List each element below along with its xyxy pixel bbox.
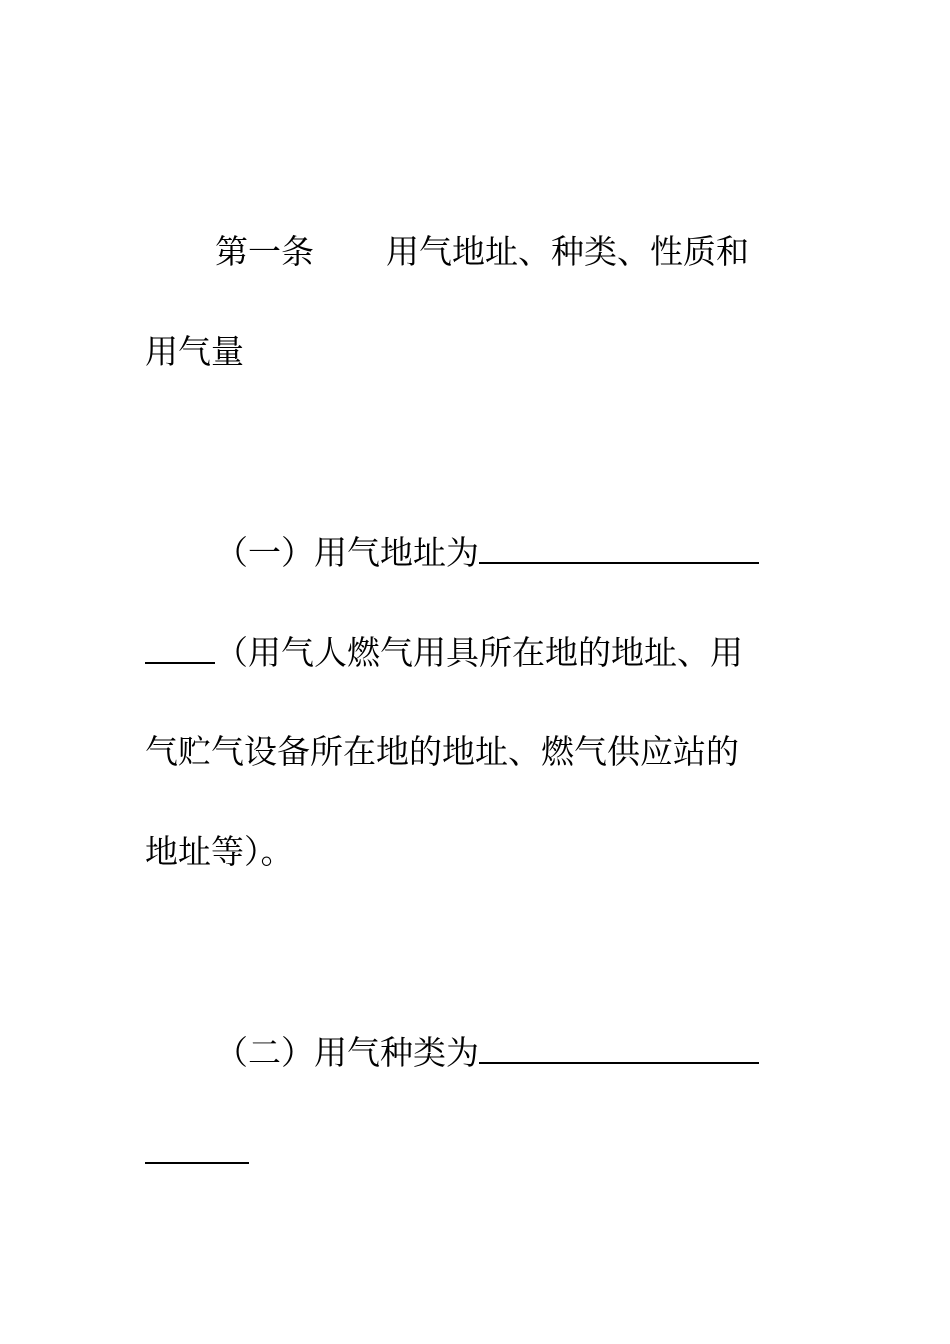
article-title-line2: 用气量: [145, 332, 244, 371]
gas-type-blank-field[interactable]: [479, 1032, 759, 1064]
item1-label: （一）用气地址为: [215, 533, 479, 572]
gas-type-blank-field-continuation[interactable]: [145, 1132, 249, 1164]
item1-note-line3: 气贮气设备所在地的地址、燃气供应站的: [145, 732, 739, 771]
article-title: 用气地址、种类、性质和: [386, 232, 749, 271]
item1-line2: [145, 632, 775, 673]
item2-line2: [145, 1132, 775, 1173]
article-title-continuation: [145, 332, 775, 372]
item1-note: （用气人燃气用具所在地的地址、用: [215, 633, 743, 672]
article-heading-line: [145, 232, 845, 272]
address-blank-field-continuation[interactable]: [145, 632, 215, 664]
article-number: 第一条: [215, 232, 314, 271]
item1-line4: [145, 832, 775, 872]
item1-line3: [145, 732, 775, 772]
address-blank-field[interactable]: [479, 532, 759, 564]
item2-line1: [145, 1032, 845, 1073]
item2-label: （二）用气种类为: [215, 1033, 479, 1072]
item1-note-line4: 地址等）。: [145, 832, 294, 871]
item1-line1: [145, 532, 845, 573]
